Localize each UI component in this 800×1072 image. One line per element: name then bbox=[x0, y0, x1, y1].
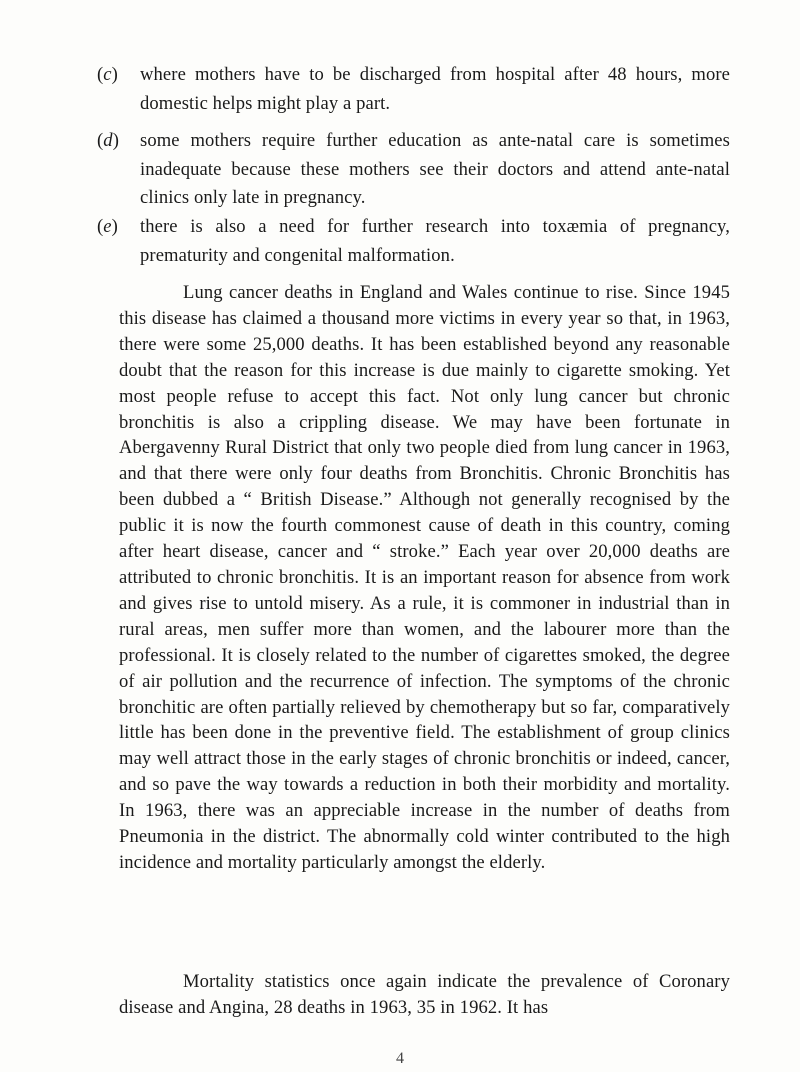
body-paragraph: Mortality statistics once again indicate the prevalence of Coronary disease and Angina, 28 deaths in 1963, 35 in 1962. It has bbox=[119, 971, 730, 1018]
page-number: 4 bbox=[396, 1050, 404, 1067]
list-item-c bbox=[97, 61, 730, 118]
list-marker: (e) bbox=[97, 216, 118, 237]
list-item-text: there is also a need for further research into toxæmia of pregnancy, prematurity and congenital malformation. bbox=[140, 216, 730, 266]
list-marker: (d) bbox=[97, 130, 119, 151]
list-marker: (c) bbox=[97, 64, 118, 85]
list-item-text: some mothers require further education as ante-natal care is sometimes inadequate because these mothers see their doctors and attend ante-natal clinics only late in pregnancy. bbox=[140, 130, 730, 208]
list-item-d bbox=[97, 127, 730, 213]
list-item-e bbox=[97, 213, 730, 270]
body-paragraph: Lung cancer deaths in England and Wales continue to rise. Since 1945 this disease has claimed a thousand more victims in every year so that, in 1963, there were some 25,000 deaths. It has been established beyond any reasonable doubt that the reason for this increase is due mainly to cigarette smoking. Yet most people refuse to accept this fact. Not only lung cancer but chronic bronchitis is also a crippling disease. We may have been fortunate in Abergavenny Rural District that only two people died from lung cancer in 1963, and that there were only four deaths from Bronchitis. Chronic Bronchitis has been dubbed a “ British Disease.” Although not generally recognised by the public it is now the fourth commonest cause of death in this country, coming after heart disease, cancer and “ stroke.” Each year over 20,000 deaths are attributed to chronic bronchitis. It is an important reason for absence from work and gives rise to untold misery. As a rule, it is commoner in industrial than in rural areas, men suffer more than women, and the labourer more than the professional. It is closely related to the number of cigarettes smoked, the degree of air pollution and the recurrence of infection. The symptoms of the chronic bronchitic are often partially relieved by chemotherapy but so far, comparatively little has been done in the preventive field. The establishment of group clinics may well attract those in the early stages of chronic bronchitis or indeed, cancer, and so pave the way towards a reduction in both their morbidity and mortality. In 1963, there was an appreciable increase in the number of deaths from Pneumonia in the district. The abnormally cold winter contributed to the high incidence and mortality particularly amongst the elderly. bbox=[119, 282, 730, 873]
list-item-text: where mothers have to be discharged from hospital after 48 hours, more domestic helps might play a part. bbox=[140, 64, 730, 114]
